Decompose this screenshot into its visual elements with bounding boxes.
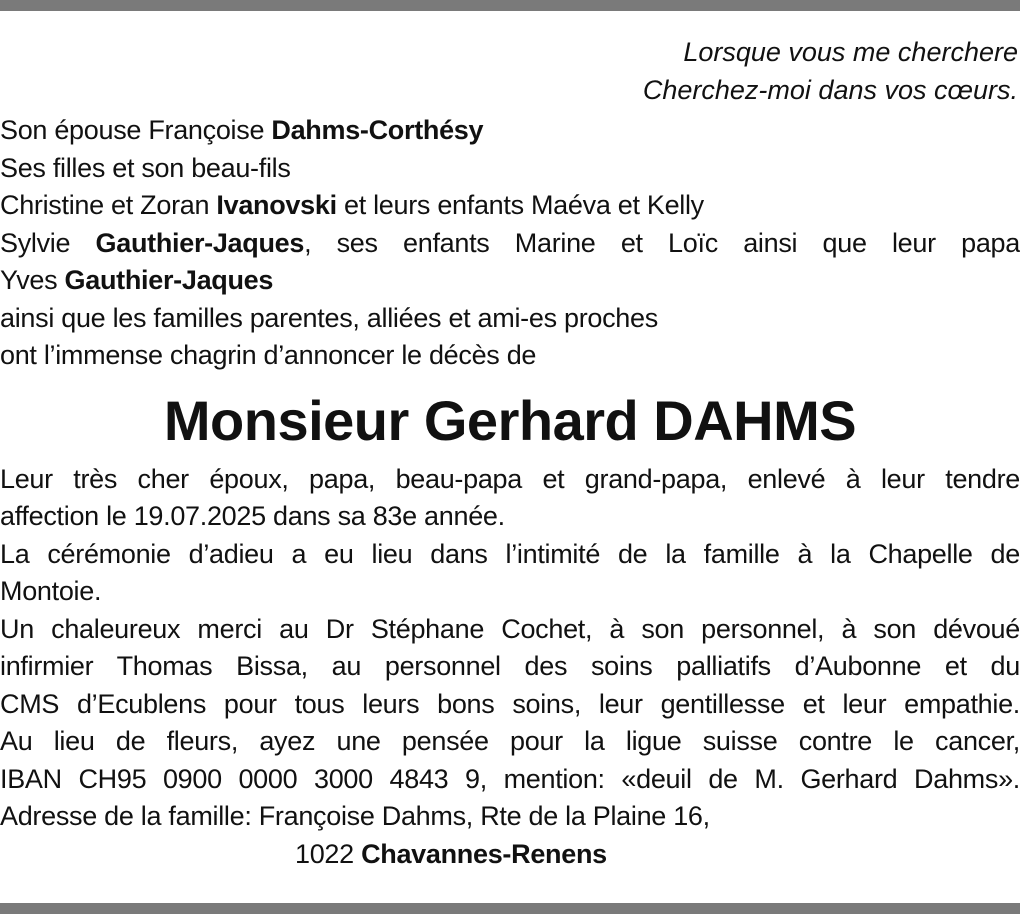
christine-suffix: et leurs enfants Maéva et Kelly [336,190,704,220]
epigraph-line-1: Lorsque vous me cherchere [683,37,1018,67]
body-line: Montoie. [0,576,102,606]
christine-surname: Ivanovski [216,190,337,220]
family-line-yves [0,262,1020,300]
yves-surname: Gauthier-Jaques [64,265,274,295]
spouse-line [0,112,1020,150]
body-line: Un chaleureux merci au Dr Stéphane Cochet, à son personnel, à son dévoué [0,613,1020,644]
spouse-prefix: Son épouse Françoise [0,115,272,145]
family-address [0,798,1020,873]
epigraph-line-2: Cherchez-moi dans vos cœurs. [642,74,1018,105]
address-city: Chavannes-Renens [361,838,607,869]
body-line: La cérémonie d’adieu a eu lieu dans l’intimité de la famille à la Chapelle de [0,538,1020,569]
body-line: affection le 19.07.2025 dans sa 83e année. [0,501,505,531]
sylvie-suffix: , ses enfants Marine et Loïc ainsi que leur papa [304,227,1020,258]
body-line: IBAN CH95 0900 0000 3000 4843 9, mention: «deuil de M. Gerhard Dahms». [0,763,1020,794]
address-postcode: 1022 [295,838,362,869]
family-line-sylvie [0,225,1020,263]
top-rule [0,0,1020,11]
obituary-notice [0,34,1020,873]
epigraph [0,34,1020,109]
address-city-line [0,836,1020,874]
family-line-christine [0,187,1020,225]
daughters-line: Ses filles et son beau-fils [0,152,291,183]
body-line: infirmier Thomas Bissa, au personnel des soins palliatifs d’Aubonne et du [0,651,1020,681]
sylvie-prefix: Sylvie [0,227,96,258]
address-line: Adresse de la famille: Françoise Dahms, Rte de la Plaine 16, [0,801,710,831]
body-line: CMS d’Ecublens pour tous leurs bons soins, leur gentillesse et leur empathie. [0,688,1020,719]
announcement-line: ont l’immense chagrin d’annoncer le décès de [0,340,537,370]
spouse-surname: Dahms-Corthésy [271,115,484,145]
sylvie-surname: Gauthier-Jaques [95,227,305,258]
extended-family-line: ainsi que les familles parentes, alliées et ami-es proches [0,302,658,333]
yves-prefix: Yves [0,265,65,295]
christine-prefix: Christine et Zoran [0,190,217,220]
deceased-name: Monsieur Gerhard DAHMS [163,388,857,452]
body-line: Au lieu de fleurs, ayez une pensée pour la ligue suisse contre le cancer, [0,726,1020,756]
family-announcement [0,112,1020,375]
notice-body [0,461,1020,799]
bottom-rule [0,903,1020,914]
body-line: Leur très cher époux, papa, beau-papa et grand-papa, enlevé à leur tendre [0,463,1020,494]
